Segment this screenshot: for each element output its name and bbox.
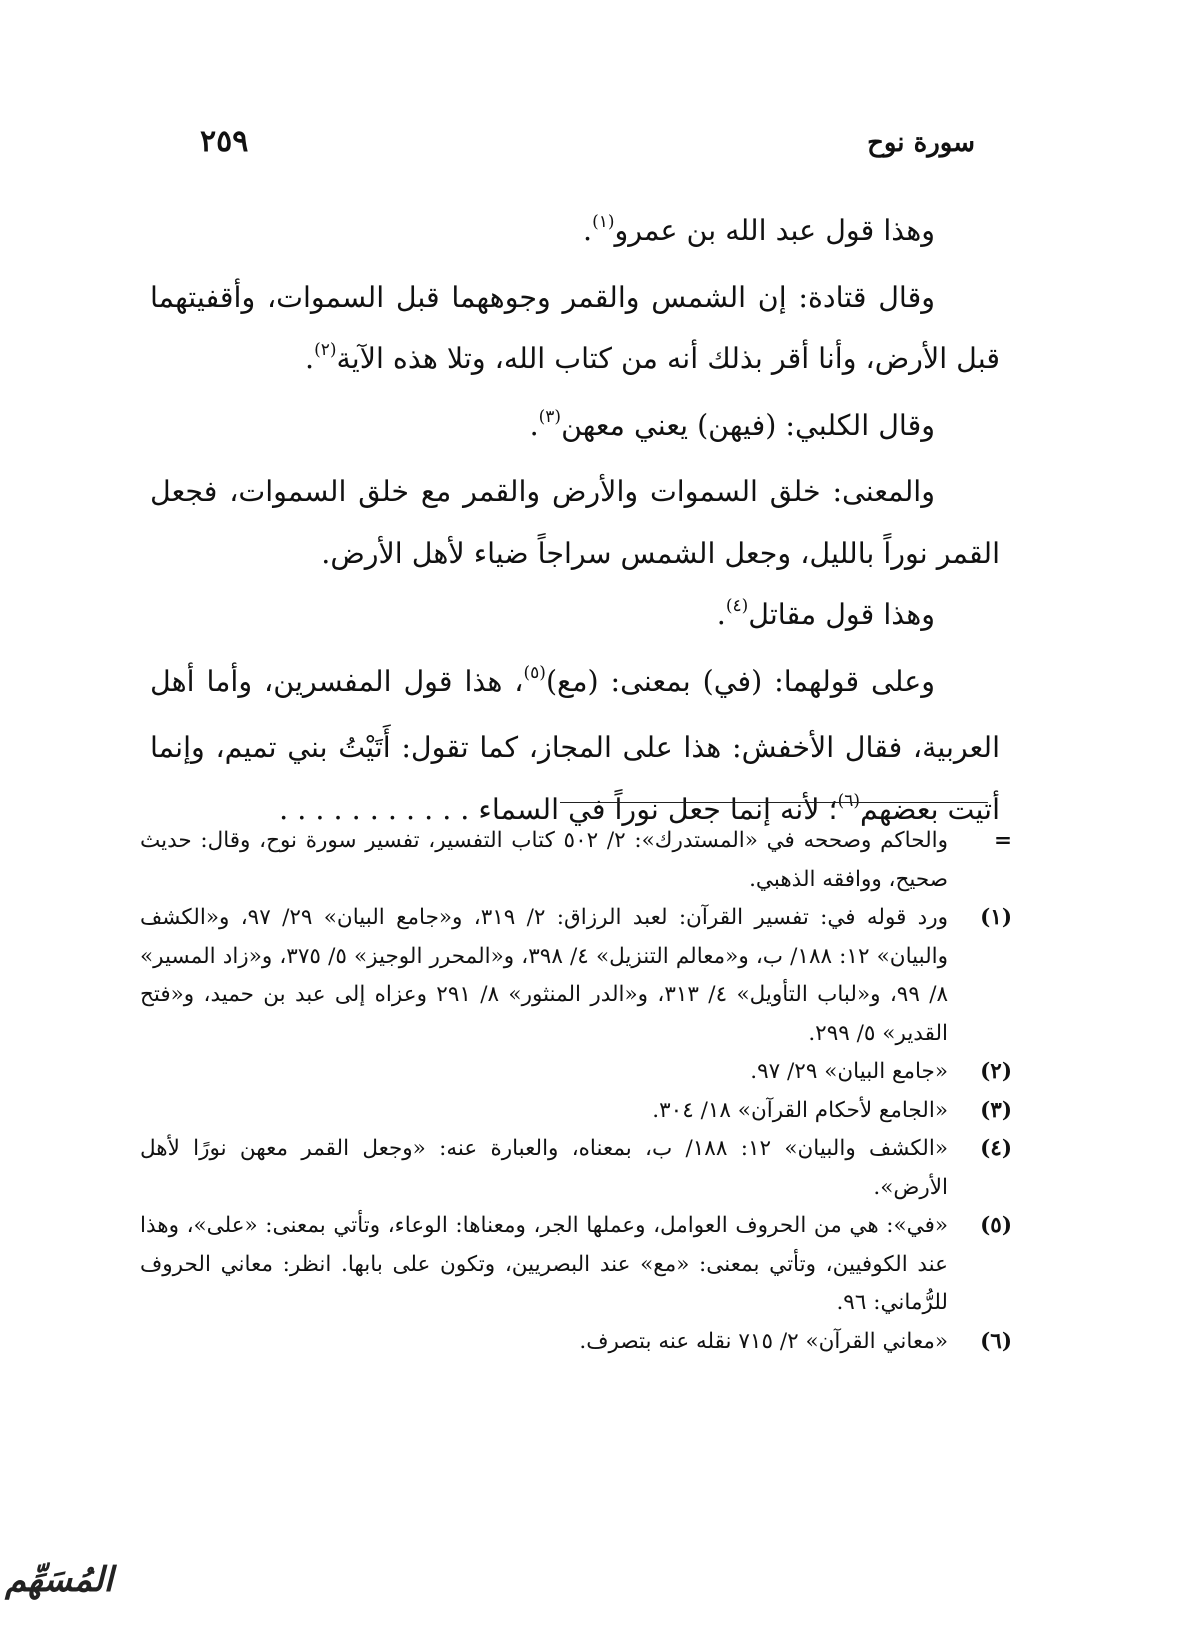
main-text — [150, 200, 1000, 845]
footnote: (٣) «الجامع لأحكام القرآن» ١٨/ ٣٠٤. — [140, 1092, 1000, 1131]
publisher-logo — [5, 1560, 114, 1620]
footnote: = والحاكم وصححه في «المستدرك»: ٢/ ٥٠٢ كتاب التفسير، تفسير سورة نوح، وقال: حديث صحيح، ووافقه الذهبي. — [140, 822, 1000, 899]
footnote-reference: (٣) — [538, 406, 562, 427]
footnote-reference: (٤) — [725, 596, 749, 616]
footnote-reference: (٥) — [523, 662, 546, 683]
footnote: (٢) «جامع البيان» ٢٩/ ٩٧. — [140, 1053, 1000, 1092]
footnote: (١) ورد قوله في: تفسير القرآن: لعبد الرزاق: ٢/ ٣١٩، و«جامع البيان» ٢٩/ ٩٧، و«الكشف والبيان» ١٢: ١٨٨/ ب، و«معالم التنزيل» ٤/ ٣٩٨، و«المحرر الوجيز» ٥/ ٣٧٥، و«زاد المسير» ٨/ ٩٩، و«لباب التأويل» ٤/ ٣١٣، و«الدر المنثور» ٨/ ٢٩١ وعزاه إلى عبد بن حميد، و«فتح القدير» ٥/ ٢٩٩. — [140, 899, 1000, 1053]
logo-calligraphy: المُسَهِّم — [5, 1560, 114, 1600]
footnote-reference: (١) — [592, 212, 615, 232]
paragraph: والمعنى: خلق السموات والأرض والقمر مع خلق السموات، فجعل القمر نوراً بالليل، وجعل الشمس سراجاً ضياء لأهل الأرض. — [150, 475, 1000, 570]
paragraph: وهذا قول عبد الله بن عمرو$^{(١)}$. — [583, 212, 935, 247]
page-number: ٢٥٩ — [200, 124, 249, 159]
footnote: (٤) «الكشف والبيان» ١٢: ١٨٨/ ب، بمعناه، والعبارة عنه: «وجعل القمر معهن نورًا لأهل الأرض». — [140, 1130, 1000, 1207]
paragraph: وقال قتادة: إن الشمس والقمر وجوههما قبل السموات، وأقفيتهما قبل الأرض، وأنا أقر بذلك أنه من كتاب الله، وتلا هذه الآية$^{(٢)}$. — [150, 280, 1000, 375]
footnotes — [140, 822, 1012, 1361]
footnote-marker: (١) — [980, 905, 1012, 930]
running-header — [200, 124, 975, 168]
footnote-reference: (٢) — [314, 340, 337, 360]
footnote-marker: (٤) — [980, 1136, 1012, 1161]
footnote-marker: (٦) — [980, 1328, 1012, 1354]
paragraph: وهذا قول مقاتل$^{(٤)}$. — [716, 596, 935, 631]
footnote-marker: (٣) — [980, 1097, 1012, 1123]
surah-title: سورة نوح — [867, 128, 975, 158]
paragraph: وقال الكلبي: (فيهن) يعني معهن$^{(٣)}$. — [529, 406, 935, 442]
paragraph: وعلى قولهما: (في) بمعنى: (مع)$^{(٥)}$، هذا قول المفسرين، وأما أهل العربية، فقال الأخفش: هذا على المجاز، كما تقول: أَتَيْتُ بني تميم، وإنما أتيت بعضهم$^{(٦)}$؛ لأنه إنما جعل نوراً في السماء . . . . . . . . . . . — [150, 662, 1000, 826]
footnote-marker: (٥) — [980, 1213, 1012, 1238]
footnote: (٦) «معاني القرآن» ٢/ ٧١٥ نقله عنه بتصرف. — [140, 1323, 1000, 1362]
footnote-marker: (٢) — [980, 1059, 1012, 1084]
footnote: (٥) «في»: هي من الحروف العوامل، وعملها الجر، ومعناها: الوعاء، وتأتي بمعنى: «على»، وهذا عند الكوفيين، وتأتي بمعنى: «مع» عند البصريين، وتكون على بابها. انظر: معاني الحروف للرُّماني: ٩٦. — [140, 1207, 1000, 1323]
footnote-divider — [560, 802, 988, 803]
footnote-marker: = — [993, 828, 1012, 853]
footnote-reference: (٦) — [837, 790, 860, 811]
